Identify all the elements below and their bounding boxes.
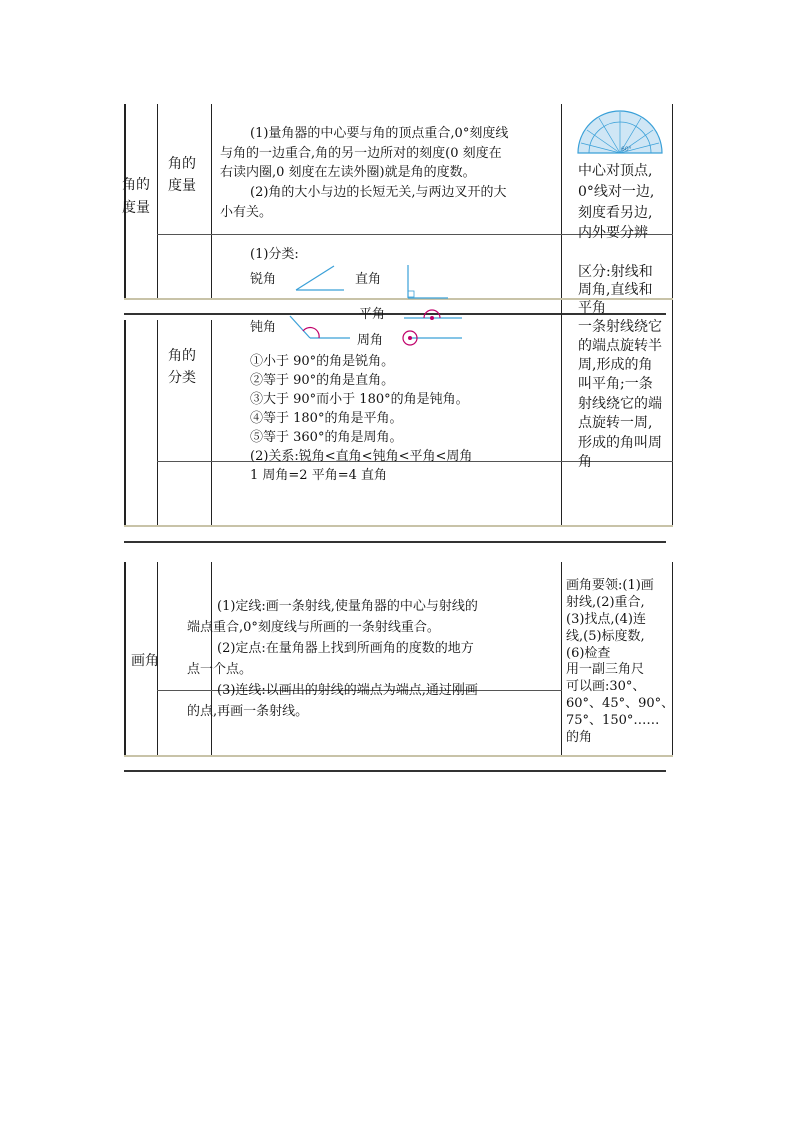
note-line: 的角 bbox=[566, 730, 593, 745]
note-line: 60°、45°、90°、 bbox=[566, 696, 675, 711]
section1-sub-label-l1: 角的 bbox=[168, 156, 196, 172]
rule-line: ④等于 180°的角是平角。 bbox=[250, 411, 403, 426]
rule-line: ⑤等于 360°的角是周角。 bbox=[250, 430, 403, 445]
note-line: 可以画:30°、 bbox=[566, 679, 646, 694]
rule-line: (2)关系:锐角<直角<钝角<平角<周角 bbox=[250, 449, 473, 464]
note-line: 区分:射线和 bbox=[578, 264, 653, 280]
note-line: 点旋转一周, bbox=[578, 415, 653, 431]
note-line: 中心对顶点, bbox=[578, 163, 653, 179]
content-line: 右读内圈,0 刻度在左读外圈)就是角的度数。 bbox=[220, 165, 476, 180]
protractor-label: 60° bbox=[621, 146, 632, 153]
section3-bottom-border bbox=[124, 755, 673, 757]
note-line: 画角要领:(1)画 bbox=[566, 578, 654, 593]
content-line: (1)定线:画一条射线,使量角器的中心与射线的 bbox=[217, 599, 478, 614]
right-angle-diagram bbox=[408, 265, 448, 298]
section2-sub-label-l1: 角的 bbox=[168, 348, 196, 364]
page-break-line-2 bbox=[124, 541, 666, 543]
rule-line: ②等于 90°的角是直角。 bbox=[250, 373, 395, 388]
page-break-line-3 bbox=[124, 770, 666, 772]
section3-right-border bbox=[672, 562, 673, 755]
content-line: (3)连线:以画出的射线的端点为端点,通过刚画 bbox=[217, 683, 478, 698]
content-line: 端点重合,0°刻度线与所画的一条射线重合。 bbox=[187, 620, 440, 635]
note-line: 射线,(2)重合, bbox=[566, 595, 645, 610]
note-line: 周角,直线和 bbox=[578, 282, 653, 298]
note-line: 用一副三角尺 bbox=[566, 662, 645, 677]
note-line: (3)找点,(4)连 bbox=[566, 612, 646, 627]
note-line: 角 bbox=[578, 454, 592, 470]
note-line: 周,形成的角 bbox=[578, 357, 653, 373]
section3-row-label: 画角 bbox=[131, 653, 159, 669]
fenlei-title: (1)分类: bbox=[250, 247, 299, 262]
note-line: 射线绕它的端 bbox=[578, 396, 662, 412]
note-line: 的端点旋转半 bbox=[578, 338, 662, 354]
section3-divider-2 bbox=[211, 562, 212, 755]
note-line: 内外要分辨 bbox=[578, 225, 648, 241]
content-line: (1)量角器的中心要与角的顶点重合,0°刻度线 bbox=[250, 126, 509, 141]
note-line: 0°线对一边, bbox=[578, 184, 655, 200]
acute-angle-diagram bbox=[296, 266, 344, 290]
label-right: 直角 bbox=[355, 272, 382, 287]
note-line: 线,(5)标度数, bbox=[566, 629, 645, 644]
note-line: 叫平角;一条 bbox=[578, 376, 653, 392]
note-line: 75°、150°…… bbox=[566, 713, 660, 728]
angle-diagrams bbox=[0, 0, 794, 400]
label-full: 周角 bbox=[357, 333, 384, 348]
label-acute: 锐角 bbox=[250, 272, 277, 287]
content-line: 与角的一边重合,角的另一边所对的刻度(0 刻度在 bbox=[220, 146, 502, 161]
label-straight: 平角 bbox=[359, 307, 386, 322]
section3-left-border bbox=[124, 562, 126, 755]
content-line: (2)角的大小与边的长短无关,与两边叉开的大 bbox=[250, 185, 507, 200]
section1-row-label-l2: 度量 bbox=[122, 200, 150, 216]
note-line: 一条射线绕它 bbox=[578, 319, 662, 335]
note-line: 平角 bbox=[578, 300, 606, 316]
note-line: (6)检查 bbox=[566, 646, 611, 661]
content-line: 小有关。 bbox=[220, 205, 273, 220]
content-line: 点一个点。 bbox=[187, 662, 253, 677]
label-obtuse: 钝角 bbox=[250, 320, 277, 335]
section2-bottom-border bbox=[124, 525, 673, 527]
note-line: 形成的角叫周 bbox=[578, 435, 662, 451]
content-line: (2)定点:在量角器上找到所画角的度数的地方 bbox=[217, 641, 474, 656]
straight-angle-diagram bbox=[404, 310, 462, 320]
rule-line: ①小于 90°的角是锐角。 bbox=[250, 354, 395, 369]
content-line: 的点,再画一条射线。 bbox=[187, 704, 309, 719]
obtuse-angle-diagram bbox=[290, 316, 350, 338]
rule-line: ③大于 90°而小于 180°的角是钝角。 bbox=[250, 392, 469, 407]
rule-line: 1 周角=2 平角=4 直角 bbox=[250, 468, 387, 483]
section2-sub-label-l2: 分类 bbox=[168, 370, 196, 386]
section3-divider-3 bbox=[561, 562, 562, 755]
section1-row-label-l1: 角的 bbox=[122, 177, 150, 193]
full-angle-diagram bbox=[403, 331, 462, 345]
section1-sub-label-l2: 度量 bbox=[168, 178, 196, 194]
note-line: 刻度看另边, bbox=[578, 205, 653, 221]
